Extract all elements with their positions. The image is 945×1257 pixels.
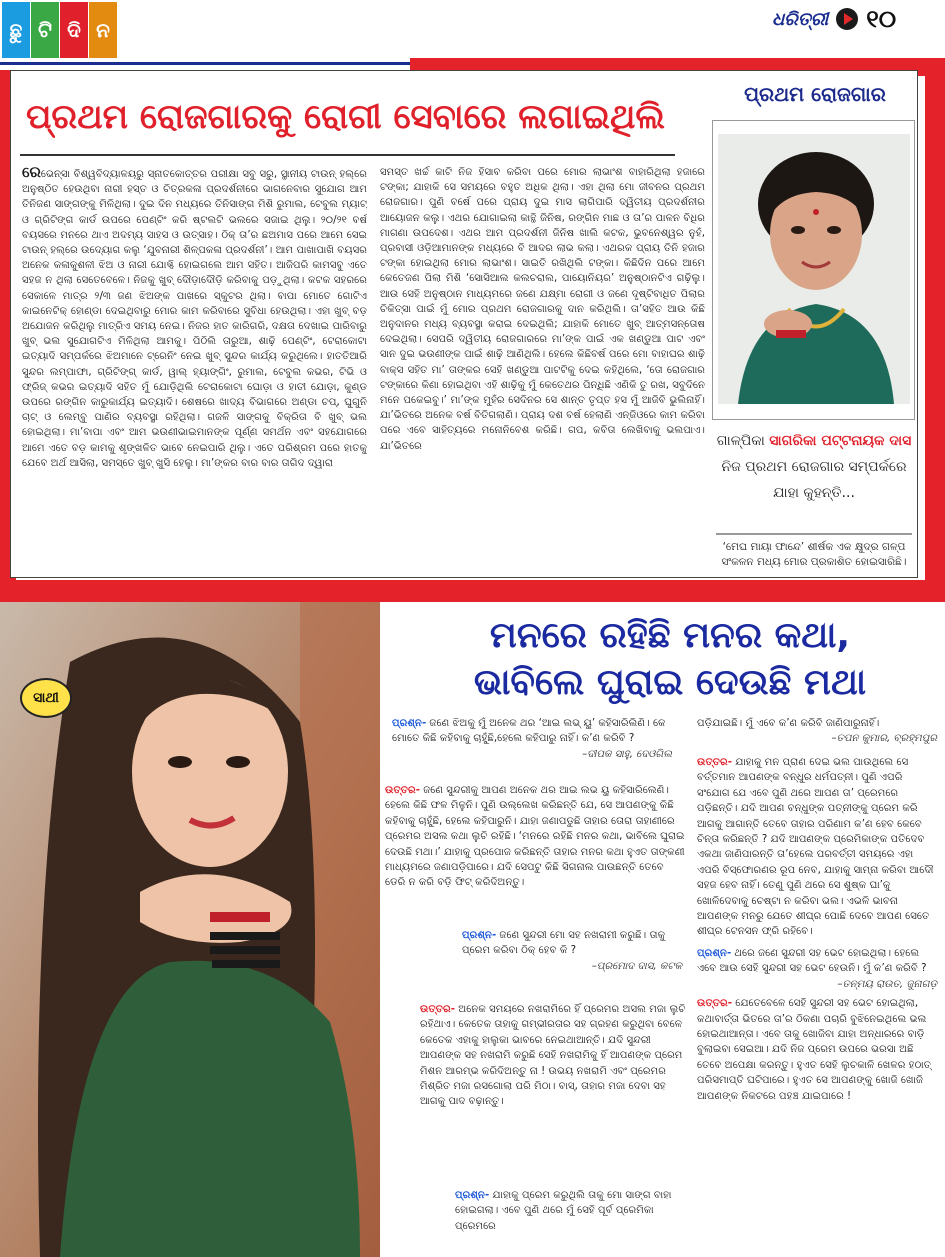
answer-text: ଯାହାକୁ ମନ ପ୍ରାଣ ଦେଇ ଭଲ ପାଉଥିଲେ ସେ ବର୍ତ୍ତମାନ ଆପଣଙ୍କ ବନ୍ଧୁର ଧର୍ମପତ୍ନୀ। ପୁଣି ଏପରି ସଂଯୋଗ ଯେ ଏବେ ପୁଣି ଥରେ ଆପଣ ତା’ ପ୍ରେମରେ ପଡ଼ିଛନ୍ତି। ଯଦି ଆପଣ ବନ୍ଧୁଙ୍କ ପତ୍ନୀଙ୍କୁ ପ୍ରେମ କରି ଆଗକୁ ଆଗାନ୍ତି ତେବେ ତାହାର ପରିଣାମ କ’ଣ ହେବ କେବେ ଚିନ୍ତା କରିଛନ୍ତି ? ଯଦି ଆପଣଙ୍କ ପ୍ରେମିକାଙ୍କ ପତିଦେବ ଏକଥା ଜାଣିପାରନ୍ତି ତା’ହେଲେ ପରବର୍ତ୍ତୀ ସମୟରେ ଏହା ଏପରି ବିସ୍ଫୋରଣର ରୂପ ନେବ, ଯାହାକୁ ସାମ୍ନା କରିବା ଆଦୌ ସହଜ ହେବ ନାହିଁ। ତେଣୁ ପୁଣି ଥରେ ସେ ଶୁଷ୍କ ଘା’କୁ ଖୋଳିଦେବାକୁ ଚେଷ୍ଟା ନ କରିବା ଭଲ। ଏଭଳି ଭାବନା ଆପଣଙ୍କ ମନରୁ ଯେତେ ଶୀଘ୍ର ପୋଛି ଦେବେ ଆପଣ ସେତେ ଶୀଘ୍ର ଟେନସନ ଫ୍ରି ରହିବେ। xyxy=(697,757,934,938)
question-label: ପ୍ରଶ୍ନ- xyxy=(697,947,732,959)
play-icon xyxy=(836,8,858,30)
story-one-headline: ପ୍ରଥମ ରୋଜଗାରକୁ ରୋଗୀ ସେବାରେ ଲଗାଇଥିଲି xyxy=(26,97,666,137)
section-tile: ଦି xyxy=(60,2,88,58)
question-text: ଜଣେ ଝିଅକୁ ମୁଁ ଅନେକ ଥର ‘ଆଇ ଲଭ୍ ୟୁ’ କହିସାରିଲିଣି। କେ ମୋତେ କିଛି କହିବାକୁ ଚାହୁଁଛି,ହେଲେ କହିପାରୁ ନାହିଁ। କ’ଣ କରିବି ? xyxy=(392,718,666,745)
question-label: ପ୍ରଶ୍ନ- xyxy=(392,718,427,729)
question-text: ଯାହାକୁ ପ୍ରେମ କରୁଥିଲି ତାକୁ ମୋ ସାଙ୍ଗ ବାହା ହୋଇଗଲା। ଏବେ ପୁଣି ଥରେ ମୁଁ ସେହି ପୂର୍ବ ପ୍ରେମିକା ପ୍ରେମରେ xyxy=(455,1190,672,1232)
masthead xyxy=(772,4,896,34)
answer-text: ଜଣେ ସୁନ୍ଦରୀକୁ ଆପଣ ଅନେକ ଥର ଆଇ ଲଭ ୟୁ କହିସାରିଲେଣି। ହେଲେ କିଛି ଫଳ ମିଳୁନି। ପୁଣି ଉଲ୍ଲେଖ କରିଛନ୍ତି ଯେ, ସେ ଆପଣଙ୍କୁ କିଛି କହିବାକୁ ଚାହୁଁଛି, ହେଲେ କହିପାରୁନି। ଯାହା ଜଣାପଡୁଛି ତାହାର ତୋରା ତାହାଣୀରେ ପ୍ରେମର ଅସଲ କଥା ଲୁଚି ରହିଛି। ‘ମନରେ ରହିଛି ମନର କଥା, ଭାବିଲେ ଘୁରାଇ ଦେଉଛି ମଥା।’ ଯାହାକୁ ପ୍ରପୋଜ କରିଛନ୍ତି ତାହାର ମନର କଥା ହୁଏତ ତାଙ୍କଣୀ ମାଧ୍ୟମରେ ଜଣାପଡ଼ିପାରେ। ଯଦି ସେପଟୁ କିଛି ସିଗନାଲ ପାଉଛନ୍ତି ତେବେ ଡେରି ନ କରି ବଡ଼ି ଫିଟ୍ କରିଦିଅନ୍ତୁ। xyxy=(385,785,685,889)
question-block xyxy=(462,928,682,974)
section-tile: ନ xyxy=(89,2,117,58)
divider xyxy=(716,533,912,535)
author-byline xyxy=(714,428,914,506)
answer-label: ଉତ୍ତର- xyxy=(385,785,420,796)
story-one-column-1 xyxy=(22,165,367,573)
answer-label: ଉତ୍ତର- xyxy=(697,998,732,1010)
question-text: ପଡ଼ିଯାଇଛି। ମୁଁ ଏବେ କ’ଣ କରିବି ଜାଣିପାରୁନାହିଁ। xyxy=(697,718,880,729)
answer-label: ଉତ୍ତର- xyxy=(420,1004,455,1015)
question-block xyxy=(455,1188,690,1234)
reader-signature: –ତପନ କୁମାର, ବ୍ରହ୍ମପୁର xyxy=(831,733,937,745)
reader-signature: –ଦୀପକ ସାହୁ, ଦେଓଗିଲ xyxy=(582,748,672,760)
section-title-tiles xyxy=(2,2,117,58)
column-text: ଭେନ୍ସା ବିଶ୍ୱବିଦ୍ୟାଳୟରୁ ସ୍ନାତକୋତ୍ତର ପରୀକ୍ଷା ସବୁ ସରୁ, ସ୍ଥାନୀୟ ଟାଉନ୍ ହଲ୍‌ରେ ଅନୁଷ୍ଠିତ ହେଉଥିବା ନାରୀ ହସ୍ତ ଓ ଚିତ୍ରକଳା ପ୍ରଦର୍ଶନୀରେ ଭାଗନେବାର ସୁଯୋଗ ଆମ ତିନିଜଣ ସାଙ୍ଗଙ୍କୁ ମିଳିଥିଲା। ଦୁଇ ଦିନ ମଧ୍ୟରେ ତିନିସାଙ୍ଗ ମିଶି ରୁମାଲ, ଟେବୁଲ ମ୍ୟାଟ୍ ଓ ଗ୍ରିଟିଙ୍ଗ କାର୍ଡ ଉପରେ ପେଣ୍ଟିଂ କରି ଷ୍ଟଲଟି ଭଲରେ ସଜାଇ ଥିଲୁ। ୨୦/୨୧ ବର୍ଷ ବୟସରେ ମନରେ ଥାଏ ଅଦମ୍ୟ ସାହସ ଓ ଉତ୍ସାହ। ଠିକ୍ ତା’ର ଛଅମାସ ପରେ ଆମେ ସେଇ ଟାଉନ୍ ହଲ୍‌ରେ ଉଦ୍ୟୋଗ କଲୁ ‘ଯୁବନାରୀ ଶିଳ୍ପକଳା ପ୍ରଦର୍ଶନୀ’। ଆମ ପାଖାପାଖି ବୟସର ଅନେକ କଳାକୁଶଳୀ ଝିଅ ଓ ନାରୀ ଯୋଗ୍ଦି ହୋଇଗଲେ ଆମ ସହିତ। ଆଜିପରି କାମସବୁ ଏତେ ସହଜ ନ ଥିଲା ସେତେବେଳେ। ନିଜକୁ ଖୁବ୍ ଦୌଡ଼ାଦୌଡ଼ି କରିବାକୁ ପଡ଼ୁଥିଲା। କଟକ ସହରରେ ସେକାଳେ ମାତ୍ର ୨/୩ ଜଣ ଝିଅଙ୍କ ପାଖରେ ସ୍କୁଟର ଥିଲା। ବାପା ମୋତେ ଗୋଟିଏ କାଇନେଟିକ୍ ହୋଣ୍ଡା ଦେଇଥିବାରୁ ମୋର କାମ କରିବାରେ ସୁବିଧା ହେଉଥିଲା। ଏହା ଖୁବ୍ ବଡ଼ ଅଯୋଜନ କରିଥିଲୁ ମାତ୍ରିଏ ସମୟ ନେଇ। ନିଜର ହାତ କାରିଗରି, ଦକ୍ଷତା ଦେଖାଇ ପାରିବାରୁ ଖୁବ୍ ଭଲ ସୁଯୋଗଟିଏ ମିଳିଥିଲା ଆମକୁ। ପିଠିଲି ତାରୁଆ, ଶାଢ଼ି ପେଣ୍ଟିଂ, ଟେରାକୋଟା ଇତ୍ୟାଦି ସମ୍ପର୍କରେ ଝିଅମାନେ ଟ୍ରେନିଂ ନେଇ ଖୁବ୍ ସୁନ୍ଦର କାର୍ଯ୍ୟ କରୁଥିଲେ। ହାତତିଆରି ସୁନ୍ଦର ଲମ୍ପାଫା, ଗ୍ରିଟିଙ୍ଗ୍ କାର୍ଡ, ୱାଲ୍ ହ୍ୟାଙ୍ଗିଂ, ରୁମାଲ, ଟେବୁଲ କଭର, ଟିଭି ଓ ଫ୍ରିଜ୍ କଭର ଇତ୍ୟାଦି ସହିତ ମୁଁ ଯୋଡ଼ିଥିଲି ଟେରାକୋଟା ଘୋଡ଼ା ଓ ହାତୀ ଯୋଡ଼ା, କୁଣ୍ଡ ଉପରେ ରଙ୍ଗିନ କାରୁକାର୍ଯ୍ୟ ଇତ୍ୟାଦି। ଶେଷରେ ଖାଦ୍ୟ ବିଭାଗରେ ଅଣ୍ଡା ଚପ୍, ଘୁଗୁନି ଚାଟ୍ ଓ ଲେମ୍ବୁ ପାଣିର ବ୍ୟବସ୍ଥା ରହିଥିଲା। ଗଜଳି ସାଙ୍ଗକୁ ବିକ୍ରିତା ବି ଖୁବ୍ ଭଲ ହୋଇଥିଲା। ମା’ବାପା ଏବଂ ଆମ ଭଉଣୀଭାଇମାନଙ୍କ ପୂର୍ଣ୍ଣ ସମର୍ଥନ ଏବଂ ସହଯୋଗରେ ଆମେ ଏତେ ବଡ଼ କାମକୁ ଶୃଙ୍ଖଳିତ ଭାବେ ନେଇପାରି ଥିଲୁ। ଏତେ ପରିଶ୍ରମ ପରେ ହାତକୁ ଯେବେ ଅର୍ଥ ଆସିଲା, ସମସ୍ତେ ଖୁବ୍ ଖୁସି ହେଲୁ। ମା’ଙ୍କର ବାର ବାର ତାଗିଦ ଦ୍ୱାରା xyxy=(22,169,367,469)
answer-block xyxy=(420,1002,690,1110)
question-block xyxy=(392,716,672,762)
answer-text: ଅନେକ ସମୟରେ ନଖରାମିରେ ହିଁ ପ୍ରେମର ଅସଲ ମଜା ଲୁଚି ରହିଥାଏ। କେତେକ ତାହାକୁ ଗମ୍ଭୀରତାର ସହ ଗ୍ରହଣ କରୁଥିବା ବେଳେ କେତେକ ଏହାକୁ ହାଲୁକା ଭାବରେ ନେଇଥାଆନ୍ତି। ଯଦି ସୁନ୍ଦରୀ ଆପଣଙ୍କ ସହ ନଖରାମି କରୁଛି ସେହି ନଖରାମିକୁ ହିଁ ଆପଣଙ୍କ ପ୍ରେମ ମିଶନ ଆରମ୍ଭ କରିଦିଅନ୍ତୁ ନା ! ଉଭୟ ନଖରାମି ଏବଂ ପ୍ରେମର ମିଶ୍ରିତ ମଜା ରସଗୋଲା ପରି ମିଠା। ବାସ୍, ତାହାର ମଜା ଦେବା ସହ ଆଗକୁ ପାଦ ବଢ଼ାନ୍ତୁ। xyxy=(420,1004,686,1108)
answer-text: ଯେତେବେଳେ ସେହି ସୁନ୍ଦରୀ ସହ ଭେଟ ହୋଇଥିଲା, କଥାବାର୍ତ୍ତା ଭିତରେ ତା’ର ଠିକଣା ପଚାରି ବୁଝିନେଇଥିଲେ ଭଲ ହୋଇଥାଆନ୍ତା। ଏବେ ତାକୁ ଖୋଜିବା ଯାହା ଅନ୍ଧାରରେ ବାଡ଼ି ବୁଲାଇବା ସେଇଆ। ଯଦି ନିଜ ପ୍ରେମ ଉପରେ ଭରସା ଅଛି ତେବେ ଅପେକ୍ଷା କରନ୍ତୁ। ହୁଏତ ସେହି ଲୁଚକାଳି ଖେଳର ହଠାତ୍ ପରିସମାପ୍ତି ଘଟିପାରେ। ହୁଏତ ସେ ଆପଣଙ୍କୁ ଖୋଜି ଖୋଜି ଆପଣଙ୍କ ନିକଟରେ ପହଞ୍ଚ ଯାଇପାରେ ! xyxy=(697,998,932,1102)
red-frame-band xyxy=(0,580,945,602)
question-text: ଥରେ ଜଣେ ସୁନ୍ଦରୀ ସହ ଭେଟ ହୋଇଥିଲା। ହେଲେ ଏବେ ଆଉ ସେହି ସୁନ୍ଦରୀ ସହ ଭେଟ ହେଉନି। ମୁଁ କ’ଣ କରିବି ? xyxy=(697,947,927,975)
paper-logo: ଧରିତ୍ରୀ xyxy=(772,8,829,30)
story-one-column-2: ସମସ୍ତ ଖର୍ଚ୍ଚ କାଟି ନିଜ ହିସାବ କରିବା ପରେ ମୋର ଲାଭାଂଶ ବାହାରିଥିଲା ହଜାରେ ଟଙ୍କା; ଯାହାକି ସେ ସମୟରେ ବହୁତ ଅଧିକ ଥିଲା। ଏହା ଥିଲା ମୋ ଜୀବନର ପ୍ରଥମ ରୋଜଗାର। ପୁଣି ବର୍ଷେ ପରେ ପ୍ରାୟ ଦୁଇ ମାସ ଲାଗିପାରି ଦ୍ୱିତୀୟ ପ୍ରଦର୍ଶନୀର ଆୟୋଜନ କଲୁ। ଏଥର ଯୋଗାଇଲା କାନ୍ଥି ଜିନିଷ, ରଙ୍ଗିନ ମାଛ ଓ ତା’ର ପାଳନ ବିଧିର ମାଗଣା ଉପଦେଶ। ଏଥର ଆମ ପ୍ରଦର୍ଶନୀ ଜିନିଷ ଖାଲି କଟକ, ଭୁବନେଶ୍ୱର ନୁହଁ, ପ୍ରବାସୀ ଓଡ଼ିଆମାନଙ୍କ ମଧ୍ୟରେ ବି ଆଦର ଲାଭ କଲା। ଏଥରକ ପ୍ରାୟ ତିନି ହଜାର ଟଙ୍କା ହୋଇଥିଲା ମୋର ଲାଭାଂଶ। ସାଇତି ରଖିଥିଲି ଟଙ୍କା। କିଛିଦିନ ପରେ ଆମେ କେତେଜଣ ପିଲା ମିଶି ‘ସୋସିଆଲ କଲଚରାଲ, ପାୟୋନିୟର’ ଅନୁଷ୍ଠାନଟିଏ ଗଢ଼ିଲୁ। ଆଉ ସେହି ଅନୁଷ୍ଠାନ ମାଧ୍ୟମରେ ଜଣେ ଯକ୍ଷ୍ମା ରୋଗୀ ଓ ଜଣେ ଦୃଷ୍ଟିବାଧିତ ପିଲାର ଚିକିତ୍ସା ପାଇଁ ମୁଁ ମୋର ପ୍ରଥମ ରୋଜଗାରକୁ ଦାନ କରିଥିଲି। ତା’ସହିତ ଆଉ କିଛି ଅନୁଦାନର ମଧ୍ୟ ବ୍ୟବସ୍ଥା କରାଇ ଦେଇଥିଲି; ଯାହାକି ମୋତେ ଖୁବ୍ ଆତ୍ମସନ୍ତୋଷ ଦେଇଥିଲା। ସେପରି ଦ୍ୱିତୀୟ ରୋଜଗାରରେ ମା’ଙ୍କ ପାଇଁ ଏକ ଖଣ୍ଡୁଆ ପାଟ ଏବଂ ସାନ ଦୁଇ ଭଉଣୀଙ୍କ ପାଇଁ ଶାଢ଼ି ଆଣିଥିଲି। ହେଲେ କିଛିବର୍ଷ ପରେ ମୋ ବାହାଘର ଶାଢ଼ି ବାକ୍ସ ସହିତ ମା’ ତାଙ୍କର ସେହି ଖଣ୍ଡୁଆ ପାଟଟିକୁ ଦେଇ କହିଥିଲେ, ‘ତୋ ରୋଜଗାର ଟଙ୍କାରେ କିଣା ହୋଇଥିବା ଏହି ଶାଢ଼ିକୁ ମୁଁ କେତେଥର ପିନ୍ଧିଛି ଏଣିକି ତୁ ରଖ, ସବୁଦିନେ ମନେ ପକେଇବୁ।’ ମା’ଙ୍କ ମୁହଁର ସେଦିନର ସେ ଶାନ୍ତ ତୃପ୍ତ ହସ ମୁଁ ଆଜିବି ଭୁଲିନାହିଁ। ଯା’ଭିତରେ ଅନେକ ବର୍ଷ ବିତିଗଲାଣି। ପ୍ରାୟ ଦଶ ବର୍ଷ ହେଲାଣି ଏନ୍‌ଜିଓରେ କାମ କରିବା ପରେ ଏବେ ସାହିତ୍ୟରେ ମନୋନିବେଶ କରିଛି। ଗପ, କବିତା ଲେଖିବାକୁ ଭଲପାଏ। ଯା’ଭିତରେ xyxy=(380,167,705,452)
byline-prefix: ଗାଳ୍ପିକା xyxy=(716,433,765,449)
red-frame-band xyxy=(925,70,945,600)
reader-signature: –ତନ୍ମୟ ରାଉତ, ଜୁନାଗଡ଼ xyxy=(837,978,937,990)
headline-line: ମନରେ ରହିଛି ମନର କଥା, xyxy=(489,615,851,656)
question-label: ପ୍ରଶ୍ନ- xyxy=(462,930,497,941)
column-tag: ପ୍ରଥମ ରୋଜଗାର xyxy=(744,82,886,106)
answer-label: ଉତ୍ତର- xyxy=(697,757,732,768)
question-text: ଜଣେ ସୁନ୍ଦରୀ ମୋ ସହ ନଖରାମୀ କରୁଛି। ତାକୁ ପ୍ରେମ କରିବା ଠିକ୍ ହେବ କି ? xyxy=(462,930,666,957)
author-name: ସାଗରିକା ପଟ୍ଟନାୟକ ଦାସ xyxy=(769,433,912,449)
author-portrait-illustration xyxy=(718,134,910,404)
headline-line: ଭାବିଲେ ଘୁରାଇ ଦେଉଛି ମଥା xyxy=(473,662,867,703)
answer-block xyxy=(385,783,685,891)
section-tile: ଟି xyxy=(31,2,59,58)
publication-note: ‘ମେଘ ମାୟା ଫାନ୍ଦେ’ ଶୀର୍ଷକ ଏକ କ୍ଷୁଦ୍ର ଗଳ୍ପ ସଂକଳନ ମଧ୍ୟ ମୋର ପ୍ରକାଶିତ ହୋଇସାରିଛି। xyxy=(721,541,907,568)
reader-signature: –ପ୍ରମୋଦ ଦାସ, କଟକ xyxy=(591,960,682,972)
section-badge: ସାଥୀ xyxy=(20,678,72,718)
author-photo xyxy=(718,134,910,404)
page-number: ୧୦ xyxy=(866,5,897,33)
dropcap: ରେ xyxy=(22,165,41,181)
story-two-headline xyxy=(400,612,940,710)
section-tile: ଛୁ xyxy=(2,2,30,58)
answer-block xyxy=(697,755,937,1104)
byline-suffix: ନିଜ ପ୍ରଥମ ରୋଜଗାର ସମ୍ପର୍କରେ ଯାହା କୁହନ୍ତି... xyxy=(721,459,907,501)
question-label: ପ୍ରଶ୍ନ- xyxy=(455,1190,490,1201)
headline-underline xyxy=(20,154,675,156)
question-continuation xyxy=(697,716,937,747)
